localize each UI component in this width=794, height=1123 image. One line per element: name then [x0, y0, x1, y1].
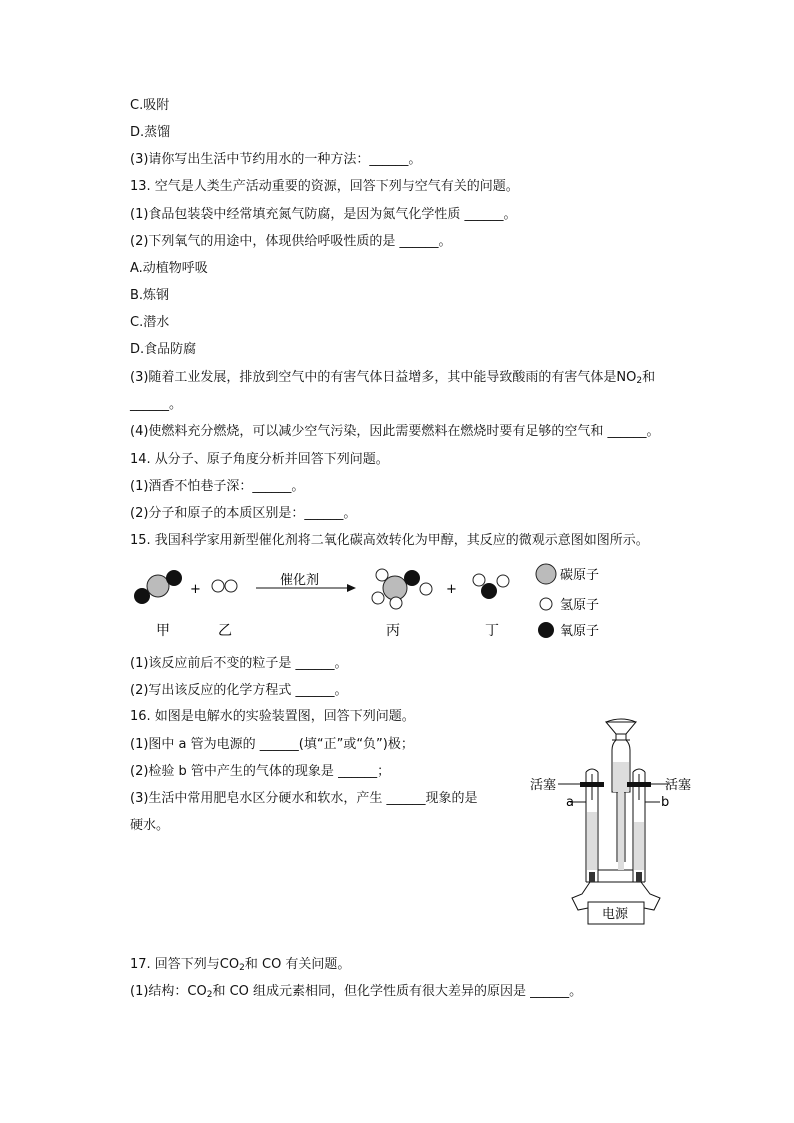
stopcock-left-label: 活塞: [530, 778, 557, 793]
legend-carbon-label: 碳原子: [560, 568, 600, 583]
label-ding: 丁: [485, 623, 499, 639]
label-yi: 乙: [218, 623, 232, 639]
q13-part1: (1)食品包装袋中经常填充氮气防腐，是因为氮气化学性质 ______。: [130, 207, 517, 222]
hydrogen-atom: [473, 574, 485, 586]
plus-sign: +: [446, 582, 457, 597]
q13-option-d: D.食品防腐: [130, 342, 197, 357]
q17-stem: 17. 回答下列与$CO_2$和 CO 有关问题。: [130, 957, 351, 973]
q16-part1: (1)图中 a 管为电源的 ______(填“正”或“负”)极；: [130, 737, 414, 752]
carbon-atom: [383, 576, 407, 600]
tube-a-label: a: [566, 795, 574, 810]
q17-part1: (1)结构：$CO_2$和 CO 组成元素相同，但化学性质有很大差异的原因是 ______。: [130, 984, 583, 1000]
q14-part2: (2)分子和原子的本质区别是：______。: [130, 506, 357, 521]
q13-part4: (4)使燃料充分燃烧，可以减少空气污染，因此需要燃料在燃烧时要有足够的空气和 ______。: [130, 424, 660, 439]
plus-sign: +: [190, 582, 201, 597]
catalyst-label: 催化剂: [280, 573, 320, 588]
arrow-head-icon: [347, 584, 356, 592]
legend-oxygen-icon: [538, 622, 554, 638]
q13-option-b: B.炼钢: [130, 288, 170, 303]
power-supply-label: 电源: [602, 907, 629, 922]
q13-part3-blank: ______。: [130, 397, 183, 412]
legend-oxygen-label: 氧原子: [560, 624, 600, 639]
legend-carbon-icon: [536, 564, 556, 584]
q16-part3: (3)生活中常用肥皂水区分硬水和软水，产生 ______现象的是: [130, 791, 478, 806]
legend-hydrogen-label: 氢原子: [560, 598, 600, 613]
q13-part3: (3)随着工业发展，排放到空气中的有害气体日益增多，其中能导致酸雨的有害气体是$NO_2$和: [130, 370, 656, 386]
q15-stem: 15. 我国科学家用新型催化剂将二氧化碳高效转化为甲醇，其反应的微观示意图如图所示。: [130, 533, 649, 548]
stopcock-right-icon: [627, 782, 651, 787]
tube-b-label: b: [661, 795, 670, 810]
hydrogen-atom: [497, 575, 509, 587]
label-bing: 丙: [386, 623, 400, 639]
stopcock-left-icon: [580, 782, 604, 787]
q13-part2: (2)下列氧气的用途中，体现供给呼吸性质的是 ______。: [130, 234, 452, 249]
label-jia: 甲: [156, 623, 170, 639]
q16-part3-cont: 硬水。: [130, 818, 170, 833]
q14-part1: (1)酒香不怕巷子深：______。: [130, 479, 305, 494]
carbon-atom: [147, 575, 169, 597]
stopcock-right-label: 活塞: [665, 778, 692, 793]
oxygen-atom: [404, 570, 420, 586]
q12-part3: (3)请你写出生活中节约用水的一种方法：______。: [130, 152, 422, 167]
hydrogen-atom: [420, 583, 432, 595]
oxygen-atom: [481, 583, 497, 599]
q15-part1: (1)该反应前后不变的粒子是 ______。: [130, 656, 348, 671]
hydrogen-atom: [372, 592, 384, 604]
hydrogen-atom: [390, 597, 402, 609]
q16-part2: (2)检验 b 管中产生的气体的现象是 ______；: [130, 764, 391, 779]
q16-stem: 16. 如图是电解水的实验装置图，回答下列问题。: [130, 709, 415, 724]
q13-option-c: C.潜水: [130, 315, 170, 330]
hydrogen-atom: [212, 580, 224, 592]
q13-option-a: A.动植物呼吸: [130, 261, 208, 276]
option-d-distillation: D.蒸馏: [130, 125, 171, 140]
q13-stem: 13. 空气是人类生产活动重要的资源，回答下列与空气有关的问题。: [130, 179, 519, 194]
q15-part2: (2)写出该反应的化学方程式 ______。: [130, 683, 348, 698]
electrolysis-apparatus: [520, 712, 700, 932]
hydrogen-atom: [225, 580, 237, 592]
legend-hydrogen-icon: [540, 598, 552, 610]
oxygen-atom: [166, 570, 182, 586]
option-c-adsorption: C.吸附: [130, 98, 170, 113]
q14-stem: 14. 从分子、原子角度分析并回答下列问题。: [130, 452, 389, 467]
